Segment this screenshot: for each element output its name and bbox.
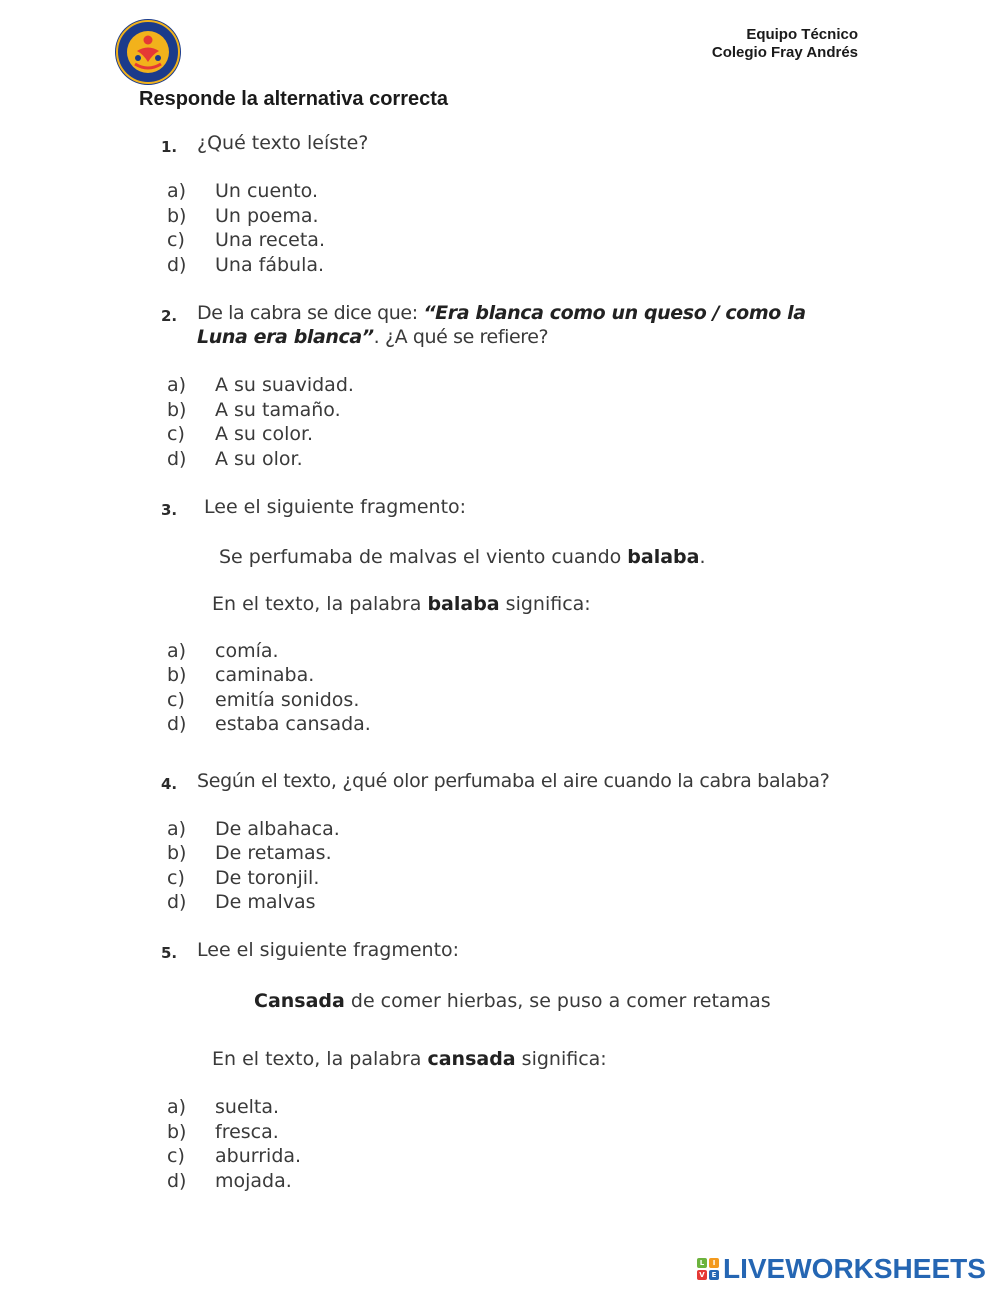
q1-option-c[interactable]: Una receta. (215, 229, 325, 251)
brand-cube-v: V (697, 1270, 707, 1280)
brand-cube-e: E (709, 1270, 719, 1280)
q5-option-a[interactable]: suelta. (215, 1096, 280, 1118)
q5-option-d[interactable]: mojada. (215, 1170, 292, 1192)
q5-option-a-letter: a) (167, 1096, 187, 1118)
q4-option-c-letter: c) (167, 867, 185, 889)
q5-sub-bold: cansada (427, 1048, 516, 1070)
q3-option-b-letter: b) (167, 664, 187, 686)
q3-option-a[interactable]: comía. (215, 640, 279, 662)
q2-option-c-letter: c) (167, 423, 185, 445)
q4-option-d[interactable]: De malvas (215, 891, 316, 913)
question-2-quote-line-2: Luna era blanca” (197, 326, 374, 348)
q5-fragment-bold: Cansada (254, 990, 345, 1012)
question-5-fragment (254, 990, 771, 1012)
q4-option-b[interactable]: De retamas. (215, 842, 332, 864)
q4-option-c[interactable]: De toronjil. (215, 867, 320, 889)
liveworksheets-brand[interactable] (697, 1253, 986, 1285)
q4-option-a-letter: a) (167, 818, 187, 840)
instructions-heading: Responde la alternativa correcta (139, 88, 449, 110)
question-3-subprompt (212, 593, 591, 615)
q5-option-d-letter: d) (167, 1170, 187, 1192)
brand-cube-l: L (697, 1258, 707, 1268)
q3-option-d-letter: d) (167, 713, 187, 735)
q3-option-d[interactable]: estaba cansada. (215, 713, 371, 735)
q2-option-d[interactable]: A su olor. (215, 448, 303, 470)
q3-fragment-bold: balaba (627, 546, 700, 568)
question-5-number: 5. (161, 944, 178, 962)
q1-option-a-letter: a) (167, 180, 187, 202)
q3-option-c-letter: c) (167, 689, 185, 711)
q1-option-a[interactable]: Un cuento. (215, 180, 318, 202)
question-5-text: Lee el siguiente fragmento: (197, 939, 460, 961)
q2-option-b-letter: b) (167, 399, 187, 421)
question-2-text-post: . ¿A qué se refiere? (373, 326, 549, 348)
q3-option-a-letter: a) (167, 640, 187, 662)
q1-option-b-letter: b) (167, 205, 187, 227)
question-2-number: 2. (161, 307, 178, 325)
q1-option-b[interactable]: Un poema. (215, 205, 319, 227)
question-3-number: 3. (161, 501, 178, 519)
q5-option-c-letter: c) (167, 1145, 185, 1167)
q1-option-d-letter: d) (167, 254, 187, 276)
q4-option-b-letter: b) (167, 842, 187, 864)
question-2-line-2 (197, 326, 548, 348)
question-2-text-pre: De la cabra se dice que: (197, 302, 424, 324)
q4-option-a[interactable]: De albahaca. (215, 818, 340, 840)
q3-sub-bold: balaba (427, 593, 500, 615)
question-4-number: 4. (161, 775, 178, 793)
question-2-line-1 (197, 302, 806, 324)
school-name: Colegio Fray Andrés (711, 44, 858, 61)
q3-fragment-pre: Se perfumaba de malvas el viento cuando (219, 546, 628, 568)
q5-option-b-letter: b) (167, 1121, 187, 1143)
q1-option-c-letter: c) (167, 229, 185, 251)
school-logo (113, 18, 183, 86)
q2-option-c[interactable]: A su color. (215, 423, 314, 445)
q2-option-a[interactable]: A su suavidad. (215, 374, 354, 396)
q4-option-d-letter: d) (167, 891, 187, 913)
q3-option-c[interactable]: emitía sonidos. (215, 689, 360, 711)
question-2-quote-line-1: “Era blanca como un queso / como la (423, 302, 806, 324)
q5-option-b[interactable]: fresca. (215, 1121, 279, 1143)
brand-cubes-icon (697, 1258, 719, 1280)
question-4-text: Según el texto, ¿qué olor perfumaba el aire cuando la cabra balaba? (197, 770, 830, 792)
q2-option-b[interactable]: A su tamaño. (215, 399, 341, 421)
q3-option-b[interactable]: caminaba. (215, 664, 315, 686)
q2-option-d-letter: d) (167, 448, 187, 470)
team-name: Equipo Técnico (746, 26, 858, 43)
q2-option-a-letter: a) (167, 374, 187, 396)
question-1-text: ¿Qué texto leíste? (197, 132, 369, 154)
question-5-subprompt (212, 1048, 607, 1070)
q5-sub-pre: En el texto, la palabra (212, 1048, 428, 1070)
question-3-fragment (219, 546, 706, 568)
q3-fragment-post: . (699, 546, 706, 568)
brand-cube-i: I (709, 1258, 719, 1268)
brand-name: LIVEWORKSHEETS (723, 1253, 986, 1284)
q3-sub-post: significa: (499, 593, 591, 615)
question-1-number: 1. (161, 138, 178, 156)
q5-option-c[interactable]: aburrida. (215, 1145, 302, 1167)
q5-fragment-post: de comer hierbas, se puso a comer retamas (344, 990, 771, 1012)
q3-sub-pre: En el texto, la palabra (212, 593, 428, 615)
q5-sub-post: significa: (515, 1048, 607, 1070)
q1-option-d[interactable]: Una fábula. (215, 254, 325, 276)
question-3-text: Lee el siguiente fragmento: (204, 496, 467, 518)
school-info (712, 26, 858, 62)
